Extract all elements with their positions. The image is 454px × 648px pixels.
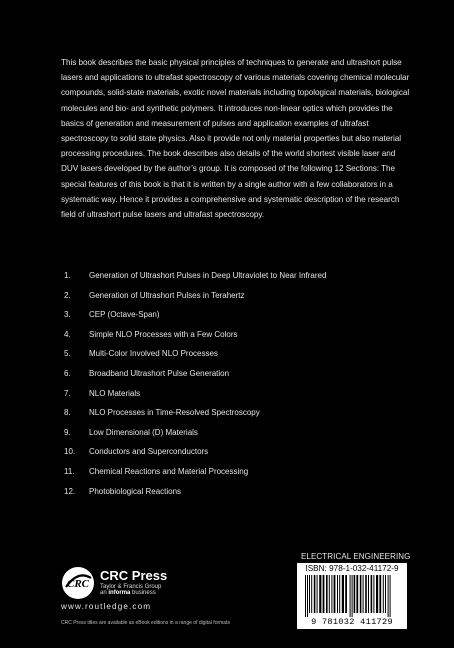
section-number: 1.: [64, 271, 71, 280]
section-item: [64, 325, 414, 345]
section-item: [64, 482, 414, 502]
section-title: Photobiological Reactions: [89, 486, 182, 496]
section-title: NLO Materials: [89, 388, 141, 398]
section-title: Generation of Ultrashort Pulses in Terahertz: [89, 290, 245, 300]
section-title: Broadband Ultrashort Pulse Generation: [89, 368, 230, 378]
section-number: 12.: [64, 486, 76, 496]
section-number: 3.: [64, 310, 71, 320]
ebook-footnote: CRC Press titles are available as eBook editions in a range of digital formats: [61, 620, 230, 626]
publisher-logo: [61, 565, 231, 601]
barcode-icon: [303, 575, 401, 617]
section-item: [64, 286, 414, 306]
section-number: 5.: [64, 349, 71, 359]
publisher-website: www.routledge.com: [61, 602, 152, 611]
publisher-name: CRC Press: [100, 568, 168, 584]
section-title: Generation of Ultrashort Pulses in Deep Ultraviolet to Near Infrared: [89, 271, 327, 280]
section-item: [64, 462, 414, 482]
section-title: CEP (Octave-Span): [89, 310, 160, 320]
section-title: Conductors and Superconductors: [89, 447, 209, 457]
section-number: 11.: [64, 466, 75, 476]
section-item: [64, 364, 414, 384]
section-title: Chemical Reactions and Material Processing: [89, 466, 249, 476]
section-item: [64, 403, 414, 423]
section-item: [64, 423, 414, 443]
logo-letters: CRC: [66, 578, 90, 590]
section-item: [64, 384, 414, 404]
section-title: Low Dimensional (D) Materials: [89, 427, 198, 437]
isbn-barcode: [297, 563, 407, 629]
section-title: NLO Processes in Time-Resolved Spectroscopy: [89, 408, 260, 418]
section-number: 8.: [64, 408, 71, 418]
crc-press-logo-icon: [61, 566, 95, 600]
section-number: 6.: [64, 368, 71, 378]
section-item: [64, 442, 414, 462]
section-title: Multi-Color Involved NLO Processes: [89, 349, 218, 359]
section-list: [64, 266, 414, 501]
section-number: 10.: [64, 447, 76, 457]
barcode-digits: 9 781032 411729: [311, 617, 393, 627]
section-number: 2.: [64, 290, 71, 300]
section-item: [64, 266, 414, 286]
section-item: [64, 344, 414, 364]
section-number: 4.: [64, 329, 71, 339]
section-number: 9.: [64, 427, 71, 437]
section-item: [64, 305, 414, 325]
subject-category: ELECTRICAL ENGINEERING: [301, 552, 411, 561]
section-number: 7.: [64, 388, 71, 398]
back-cover-description: This book describes the basic physical principles of techniques to generate and ultrashort pulse lasers and applications to ultrafast spectroscopy of various materials covering chemical molecular compounds, solid-state materials, exotic novel materials including topological materials, biological molecules and bio- and synthetic polymers. It introduces non-linear optics which provides the basics of generation and measurement of pulses and application examples of ultrafast spectroscopy to solid state physics. Also it provide not only material properties but also material processing procedures. The book describes also details of the world shortest visible laser and DUV lasers developed by the author’s group. It is composed of the following 12 Sections: The special features of this book is that it is written by a single author with a few collaborators in a systematic way. Hence it provides a comprehensive and systematic description of the research field of ultrashort pulse lasers and ultrafast spectroscopy.: [61, 58, 410, 220]
publisher-group: Taylor & Francis Group: [100, 584, 162, 591]
publisher-tagline: an informa business: [100, 590, 156, 597]
isbn-number: ISBN: 978-1-032-41172-9: [305, 564, 399, 573]
section-title: Simple NLO Processes with a Few Colors: [89, 329, 238, 339]
